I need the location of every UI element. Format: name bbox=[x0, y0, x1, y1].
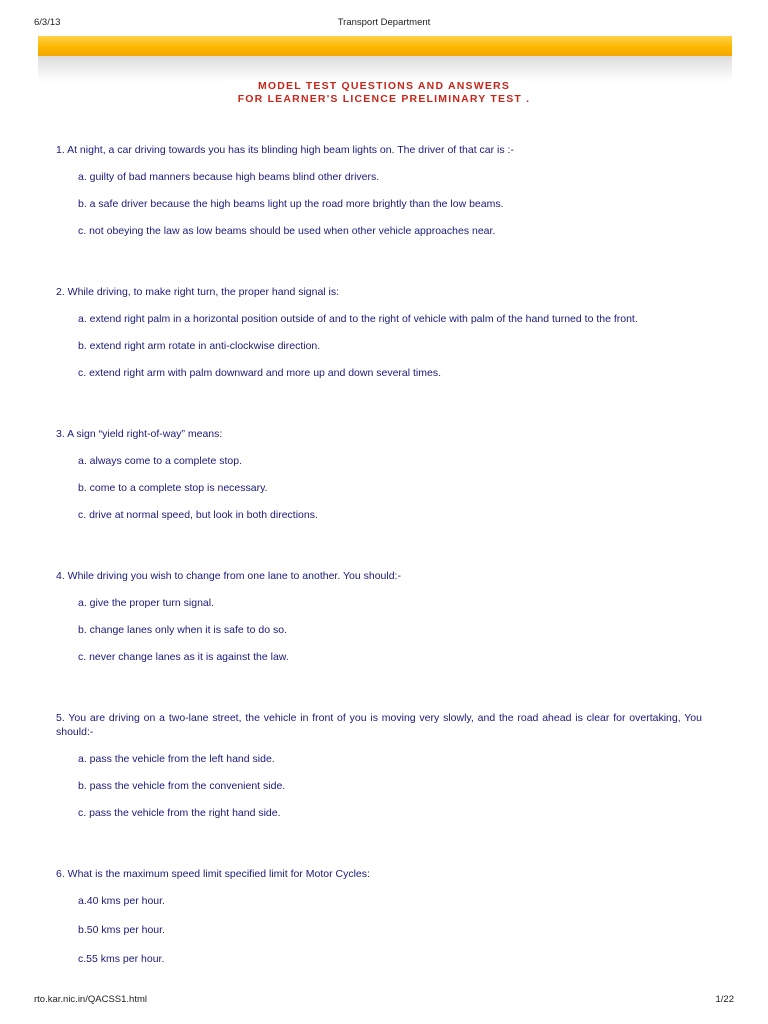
answer-option: a.40 kms per hour. bbox=[78, 895, 165, 907]
answer-option: a. give the proper turn signal. bbox=[78, 597, 214, 609]
question-text: 3. A sign “yield right-of-way” means: bbox=[56, 428, 223, 440]
answer-option: b. a safe driver because the high beams light up the road more brightly than the low beams. bbox=[78, 198, 504, 210]
answer-option: c. extend right arm with palm downward and more up and down several times. bbox=[78, 367, 442, 379]
question-text: 4. While driving you wish to change from one lane to another. You should:- bbox=[56, 570, 401, 582]
answer-option: c.55 kms per hour. bbox=[78, 953, 165, 965]
question-text: 6. What is the maximum speed limit specified limit for Motor Cycles: bbox=[56, 868, 370, 880]
answer-option: b. come to a complete stop is necessary. bbox=[78, 482, 268, 494]
question-text: 2. While driving, to make right turn, the proper hand signal is: bbox=[56, 286, 340, 298]
answer-option: a. guilty of bad manners because high beams blind other drivers. bbox=[78, 171, 380, 183]
answer-option: a. always come to a complete stop. bbox=[78, 455, 242, 467]
answer-option: c. pass the vehicle from the right hand side. bbox=[78, 807, 281, 819]
question-4 bbox=[0, 569, 768, 664]
answer-option: b. extend right arm rotate in anti-clockwise direction. bbox=[78, 340, 321, 352]
answer-option: c. drive at normal speed, but look in both directions. bbox=[78, 509, 318, 521]
answer-option: b. change lanes only when it is safe to do so. bbox=[78, 624, 287, 636]
question-list bbox=[0, 143, 768, 966]
question-2 bbox=[0, 285, 768, 380]
answer-option: b. pass the vehicle from the convenient side. bbox=[78, 780, 286, 792]
document-title bbox=[0, 80, 768, 106]
question-text: 5. You are driving on a two-lane street, the vehicle in front of you is moving very slowly, and the road ahead is clear for overtaking, You should:- bbox=[56, 712, 702, 738]
question-1 bbox=[0, 143, 768, 238]
answer-option: a. extend right palm in a horizontal position outside of and to the right of vehicle with palm of the hand turned to the front. bbox=[78, 313, 638, 325]
question-6 bbox=[0, 867, 768, 966]
print-page-title: Transport Department bbox=[337, 17, 431, 28]
answer-option: c. never change lanes as it is against the law. bbox=[78, 651, 289, 663]
page-number: 1/22 bbox=[715, 994, 734, 1005]
header-banner bbox=[38, 36, 732, 56]
answer-option: b.50 kms per hour. bbox=[78, 924, 165, 936]
answer-option: a. pass the vehicle from the left hand side. bbox=[78, 753, 275, 765]
question-text: 1. At night, a car driving towards you has its blinding high beam lights on. The driver of that car is :- bbox=[56, 144, 514, 156]
document-title-line-1: MODEL TEST QUESTIONS AND ANSWERS bbox=[257, 80, 511, 92]
question-5 bbox=[0, 711, 768, 820]
print-date: 6/3/13 bbox=[34, 17, 61, 28]
document-title-line-2: FOR LEARNER'S LICENCE PRELIMINARY TEST . bbox=[237, 93, 531, 105]
page-url: rto.kar.nic.in/QACSS1.html bbox=[34, 994, 147, 1005]
question-3 bbox=[0, 427, 768, 522]
answer-option: c. not obeying the law as low beams should be used when other vehicle approaches near. bbox=[78, 225, 496, 237]
header-shadow bbox=[38, 56, 732, 82]
